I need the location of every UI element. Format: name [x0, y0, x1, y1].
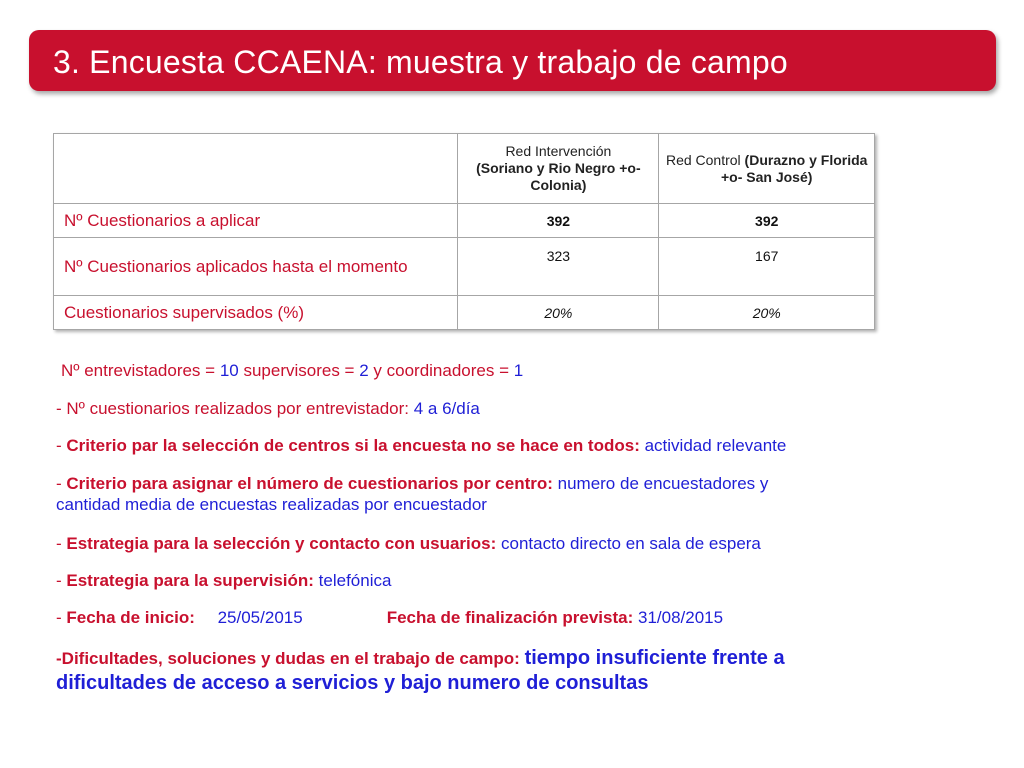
bullet-fechas [56, 607, 936, 628]
bullet-estrategia-supervision [56, 570, 936, 591]
bullet-dificultades [56, 646, 936, 695]
bullet-value-continued: cantidad media de encuestas realizadas por encuestador [56, 495, 487, 514]
bullet-criterio-centros [56, 435, 936, 456]
slide-title: 3. Encuesta CCAENA: muestra y trabajo de campo [53, 44, 788, 80]
bullet-value: tiempo insuficiente frente a [524, 647, 785, 669]
row-label: Cuestionarios supervisados (%) [54, 296, 458, 330]
row-value-intervencion: 20% [458, 296, 659, 330]
row-label: Nº Cuestionarios aplicados hasta el momento [54, 238, 458, 296]
table-header-row [54, 134, 875, 204]
table-header-empty [54, 134, 458, 204]
row-value-intervencion: 392 [458, 204, 659, 238]
bullet-estrategia-contacto [56, 533, 936, 554]
entrevistadores-value: 10 [219, 361, 239, 380]
bullet-label: -Dificultades, soluciones y dudas en el trabajo de campo: [56, 649, 525, 668]
bullet-dash: - [56, 571, 67, 590]
bullet-label: Criterio par la selección de centros si la encuesta no se hace en todos: [66, 436, 645, 455]
table-header-intervencion [458, 134, 659, 204]
bullet-value: 25/05/2015 [217, 608, 303, 627]
bullet-label: Estrategia para la selección y contacto con usuarios: [66, 534, 501, 553]
row-label: Nº Cuestionarios a aplicar [54, 204, 458, 238]
bullet-value: 31/08/2015 [638, 608, 724, 627]
supervisores-value: 2 [359, 361, 369, 380]
bullet-label: Nº cuestionarios realizados por entrevistador: [66, 399, 414, 418]
bullet-value: contacto directo en sala de espera [501, 534, 761, 553]
bullet-dash: - [56, 399, 67, 418]
table-header-control [659, 134, 875, 204]
header-control-plain: Red Control [665, 151, 745, 168]
title-bar [29, 30, 996, 91]
bullet-criterio-asignar [56, 473, 936, 515]
bullet-cuestionarios [56, 398, 936, 419]
bullet-value: 4 a 6/día [413, 399, 480, 418]
row-value-control: 167 [659, 238, 875, 296]
row-value-intervencion: 323 [458, 238, 659, 296]
header-intervencion-line1: Red Intervención [505, 143, 612, 159]
survey-table [53, 133, 875, 330]
bullet-label: Estrategia para la supervisión: [66, 571, 319, 590]
bullet-dash: - [56, 436, 67, 455]
header-intervencion-line2: (Soriano y Rio Negro +o- Colonia) [476, 160, 641, 193]
bullet-value: numero de encuestadores y [557, 474, 769, 493]
bullet-dash: - [56, 608, 67, 627]
bullet-value: telefónica [318, 571, 392, 590]
row-value-control: 392 [659, 204, 875, 238]
staff-line [61, 360, 941, 381]
table-row [54, 296, 875, 330]
bullet-label: Criterio para asignar el número de cuestionarios por centro: [66, 474, 558, 493]
bullet-label: Fecha de finalización prevista: [386, 608, 638, 627]
coordinadores-value: 1 [513, 361, 524, 380]
supervisores-label: supervisores = [238, 361, 360, 380]
bullet-value: actividad relevante [644, 436, 787, 455]
bullet-value-continued: dificultades de acceso a servicios y bajo numero de consultas [56, 672, 649, 694]
row-value-control: 20% [659, 296, 875, 330]
bullet-dash: - [56, 474, 67, 493]
table-row [54, 238, 875, 296]
table-row [54, 204, 875, 238]
bullet-dash: - [56, 534, 67, 553]
coordinadores-label: y coordinadores = [368, 361, 514, 380]
entrevistadores-label: Nº entrevistadores = [61, 361, 220, 380]
bullet-label: Fecha de inicio: [66, 608, 200, 627]
header-control-bold: (Durazno y Florida +o- San José) [721, 151, 868, 185]
